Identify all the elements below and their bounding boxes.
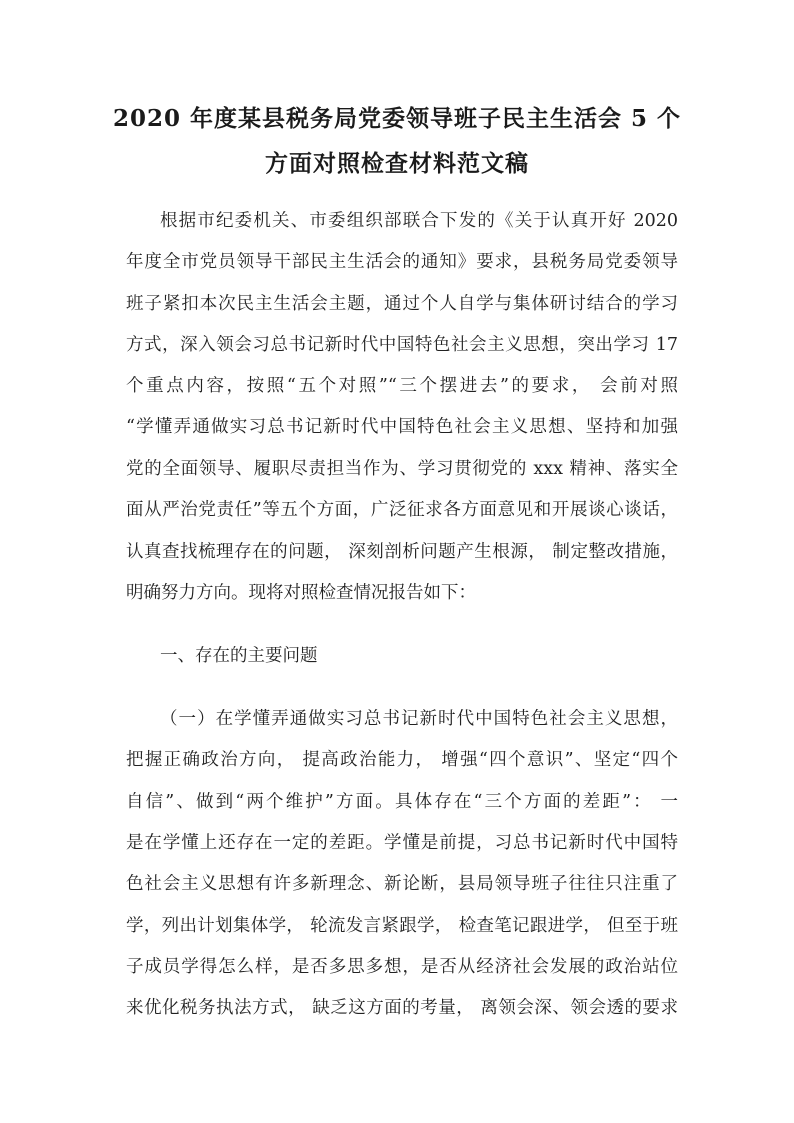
intro-paragraph-line: 认真查找梳理存在的问题， 深刻剖析问题产生根源， 制定整改措施， — [126, 542, 678, 562]
subsection-paragraph-line: 是在学懂上还存在一定的差距。学懂是前提，习总书记新时代中国特 — [126, 833, 678, 853]
subsection-paragraph-line: 来优化税务执法方式， 缺乏这方面的考量， 离领会深、领会透的要求 — [126, 998, 678, 1018]
subsection-paragraph-line: （一）在学懂弄通做实习总书记新时代中国特色社会主义思想， — [160, 709, 678, 729]
subsection-paragraph-line: 自信”、做到“两个维护”方面。具体存在“三个方面的差距”： 一 — [126, 792, 678, 812]
subsection-paragraph-line: 把握正确政治方向， 提高政治能力， 增强“四个意识”、坚定“四个 — [126, 750, 678, 770]
document-title-line-2: 方面对照检查材料范文稿 — [265, 150, 529, 177]
intro-paragraph-line: 面从严治党责任”等五个方面，广泛征求各方面意见和开展谈心谈话， — [126, 500, 678, 520]
intro-paragraph-line: “学懂弄通做实习总书记新时代中国特色社会主义思想、坚持和加强 — [126, 417, 678, 437]
subsection-paragraph-line: 学，列出计划集体学， 轮流发言紧跟学， 检查笔记跟进学， 但至于班 — [126, 916, 678, 936]
section-heading: 一、存在的主要问题 — [160, 646, 318, 666]
document-title-line-1: 2020 年度某县税务局党委领导班子民主生活会 5 个 — [112, 105, 682, 132]
intro-paragraph-line: 明确努力方向。现将对照检查情况报告如下： — [126, 583, 476, 603]
intro-paragraph-line: 方式，深入领会习总书记新时代中国特色社会主义思想，突出学习 17 — [126, 335, 678, 355]
intro-paragraph-line: 党的全面领导、履职尽责担当作为、学习贯彻党的 xxx 精神、落实全 — [126, 459, 678, 479]
intro-paragraph-line: 根据市纪委机关、市委组织部联合下发的《关于认真开好 2020 — [160, 211, 678, 231]
subsection-paragraph-line: 色社会主义思想有许多新理念、新论断，县局领导班子往往只注重了 — [126, 874, 678, 894]
subsection-paragraph-line: 子成员学得怎么样，是否多思多想，是否从经济社会发展的政治站位 — [126, 957, 678, 977]
intro-paragraph-line: 个重点内容，按照“五个对照”“三个摆进去”的要求， 会前对照 — [126, 376, 678, 396]
intro-paragraph-line: 年度全市党员领导干部民主生活会的通知》要求，县税务局党委领导 — [126, 252, 678, 272]
intro-paragraph-line: 班子紧扣本次民主生活会主题，通过个人自学与集体研讨结合的学习 — [126, 294, 678, 314]
